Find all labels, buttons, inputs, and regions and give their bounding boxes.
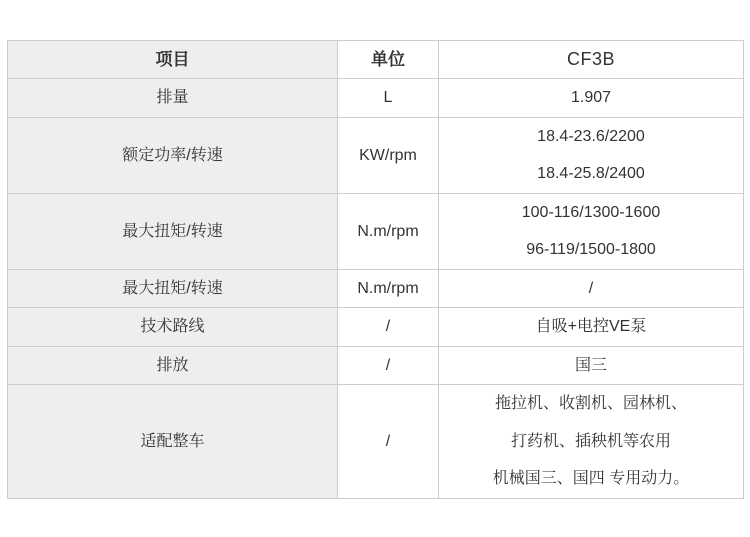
value-line: / [588,279,594,297]
table-row [8,79,744,118]
row-label: 技术路线 [8,308,338,347]
unit-cell: N.m/rpm [338,269,439,308]
value-cell [439,346,744,385]
unit-cell: L [338,79,439,118]
value-line: 机械国三、国四 专用动力。 [492,470,690,487]
row-label: 额定功率/转速 [8,117,338,193]
value-cell [439,385,744,499]
value-line: 国三 [574,356,607,374]
value-cell [439,193,744,269]
value-line: 1.907 [570,89,612,106]
row-label: 排放 [8,346,338,385]
value-cell [439,117,744,193]
value-line: 18.4-23.6/2200 [537,127,645,145]
table-row [8,385,744,499]
header-item: 项目 [8,41,338,79]
value-line: 自吸+电控VE泵 [535,318,647,335]
value-line: 拖拉机、收割机、园林机、 [494,395,687,412]
value-line: 100-116/1300-1600 [521,203,661,221]
header-row [8,41,744,79]
value-cell [439,79,744,118]
header-unit: 单位 [338,41,439,79]
value-line: 打药机、插秧机等农用 [510,432,671,450]
row-label: 最大扭矩/转速 [8,269,338,308]
value-cell [439,308,744,347]
table-row [8,269,744,308]
unit-cell: / [338,385,439,499]
row-label: 排量 [8,79,338,118]
unit-cell: KW/rpm [338,117,439,193]
value-line: 18.4-25.8/2400 [537,165,645,182]
table-row [8,193,744,269]
value-cell [439,269,744,308]
row-label: 最大扭矩/转速 [8,193,338,269]
table-row [8,346,744,385]
value-line: 96-119/1500-1800 [526,241,656,258]
spec-table [7,40,744,499]
header-model: CF3B [439,41,744,79]
table-row [8,308,744,347]
unit-cell: N.m/rpm [338,193,439,269]
table-row [8,117,744,193]
unit-cell: / [338,346,439,385]
unit-cell: / [338,308,439,347]
row-label: 适配整车 [8,385,338,499]
